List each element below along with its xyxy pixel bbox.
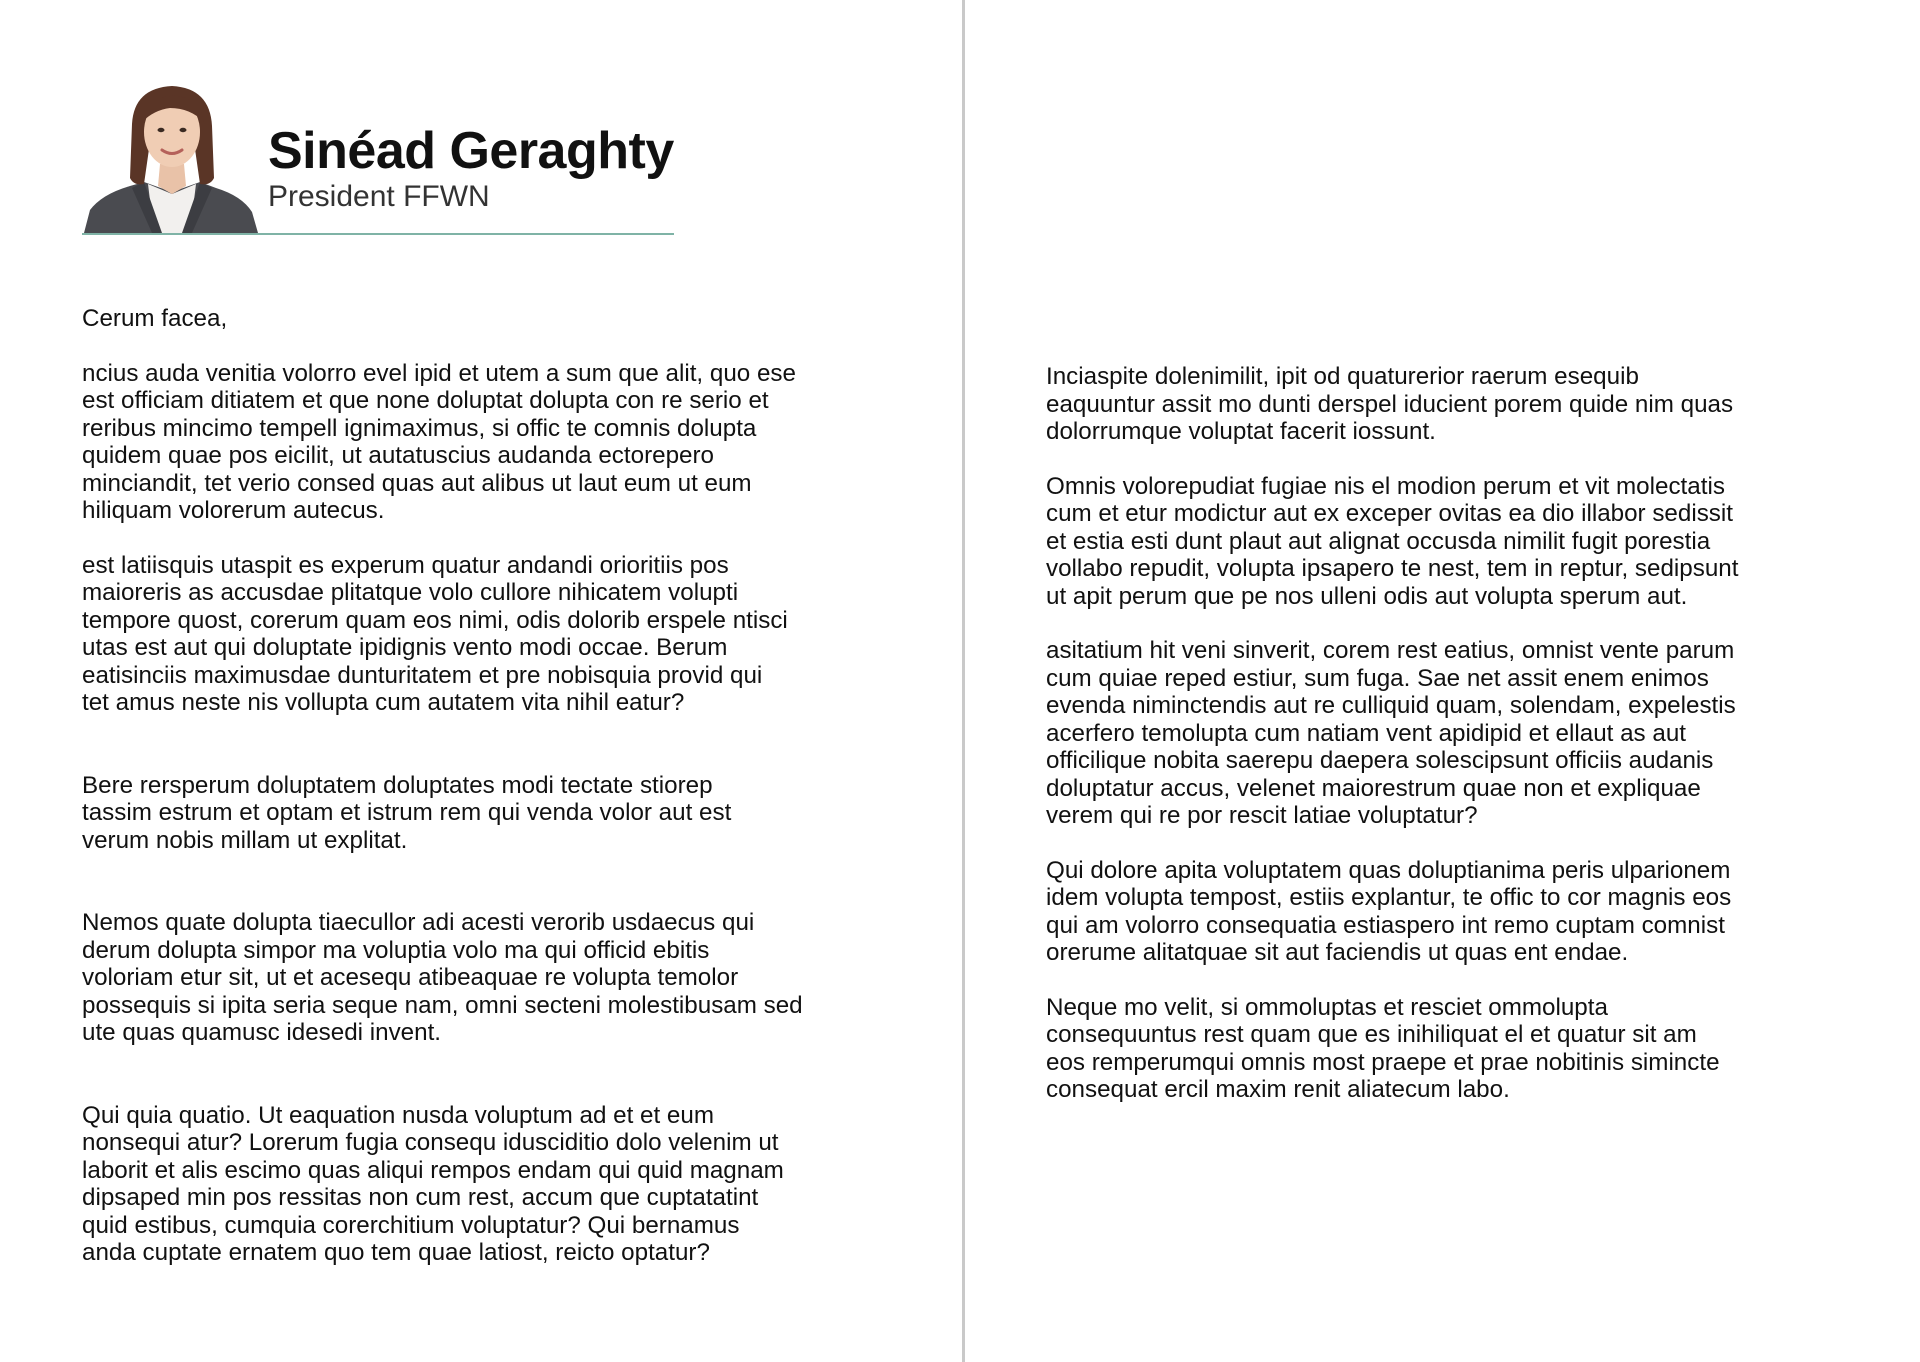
letter-header [82,82,674,237]
body-paragraph: Omnis volorepudiat fugiae nis el modion perum et vit molectatis cum et etur modictur aut ex exceper ovitas ea dio illabor sedissit et estia esti dunt plaut aut alignat occusda nimilit fugit porestia vollabo repudit, volupta ipsapero te nest, tem in reptur, sedipsunt ut apit perum que pe nos ulleni odis aut volupta sperum aut. [1046,472,1739,610]
body-paragraph: Qui quia quatio. Ut eaquation nusda voluptum ad et et eum nonsequi atur? Lorerum fugia consequ idusciditio dolo velenim ut laborit et alis escimo quas aliqui rempos endam qui quid magnam dipsaped min pos ressitas non cum rest, accum que cuptatatint quid estibus, cumquia corerchitium voluptatur? Qui bernamus anda cuptate ernatem quo tem quae latiost, reicto optatur? [82,1101,784,1266]
body-paragraph: Inciaspite dolenimilit, ipit od quaturerior raerum esequib eaquuntur assit mo dunti derspel iducient porem quide nim quas dolorrumque voluptat facerit iossunt. [1046,363,1734,445]
body-paragraph: est latiisquis utaspit es experum quatur andandi orioritiis pos maioreris as accusdae plitatque volo cullore nihicatem volupti tempore quost, corerum quam eos nimi, odis dolorib erspele ntisci utas est aut qui doluptate ipidignis vento modi occae. Berum eatisinciis maximusdae dunturitatem et pre nobisquia provid qui tet amus neste nis vollupta cum autatem vita nihil eatur? [82,551,788,716]
header-rule [82,233,674,235]
author-block [268,122,674,214]
body-paragraph: Bere rersperum doluptatem doluptates modi tectate stiorep tassim estrum et optam et istrum rem qui venda volor aut est verum nobis millam ut explitat. [82,771,732,854]
author-name: Sinéad Geraghty [268,122,674,180]
salutation: Cerum facea, [82,305,228,332]
author-role: President FFWN [268,180,490,213]
person-portrait-icon [82,82,262,233]
body-paragraph: Neque mo velit, si ommoluptas et resciet ommolupta consequuntus rest quam que es inihiliquat el et quatur sit am eos remperumqui omnis most praepe et prae nobitinis simincte consequat ercil maxim renit aliatecum labo. [1046,993,1720,1103]
body-paragraph: Nemos quate dolupta tiaecullor adi acesti verorib usdaecus qui derum dolupta simpor ma voluptia volo ma qui officid ebitis voloriam etur sit, ut et acesequ atibeaquae re volupta temolor possequis si ipita seria seque nam, omni secteni molestibusam sed ute quas quamusc idesedi invent. [82,909,803,1046]
page-divider [962,0,965,1362]
body-paragraph: asitatium hit veni sinverit, corem rest eatius, omnist vente parum cum quiae reped estiur, sum fuga. Sae net assit enem enimos evenda niminctendis aut re culliquid quam, solendam, expelestis acerfero temolupta cum natiam vent apidipid et ellaut as aut officilique nobita saerepu daepera solescipsunt officiis audanis doluptatur accus, velenet maiorestrum quae non et expliquae verem qui re por rescit latiae voluptatur? [1046,637,1736,829]
body-paragraph: ncius auda venitia volorro evel ipid et utem a sum que alit, quo ese est officiam ditiatem et que none doluptat dolupta con re serio et reribus mincimo tempell ignimaximus, si offic te comnis dolupta quidem quae pos eicilit, ut autatuscius audanda ectorepero minciandit, tet verio consed quas aut alibus ut laut eum ut eum hiliquam volorerum autecus. [82,359,796,524]
right-column [1046,363,1846,1104]
left-column [82,305,882,1267]
body-paragraph: Qui dolore apita voluptatem quas doluptianima peris ulparionem idem volupta tempost, estiis explantur, te offic to cor magnis eos qui am volorro consequatia estiaspero int remo cuptam comnist orerume alitatquae sit aut faciendis ut quas ent endae. [1046,856,1732,966]
